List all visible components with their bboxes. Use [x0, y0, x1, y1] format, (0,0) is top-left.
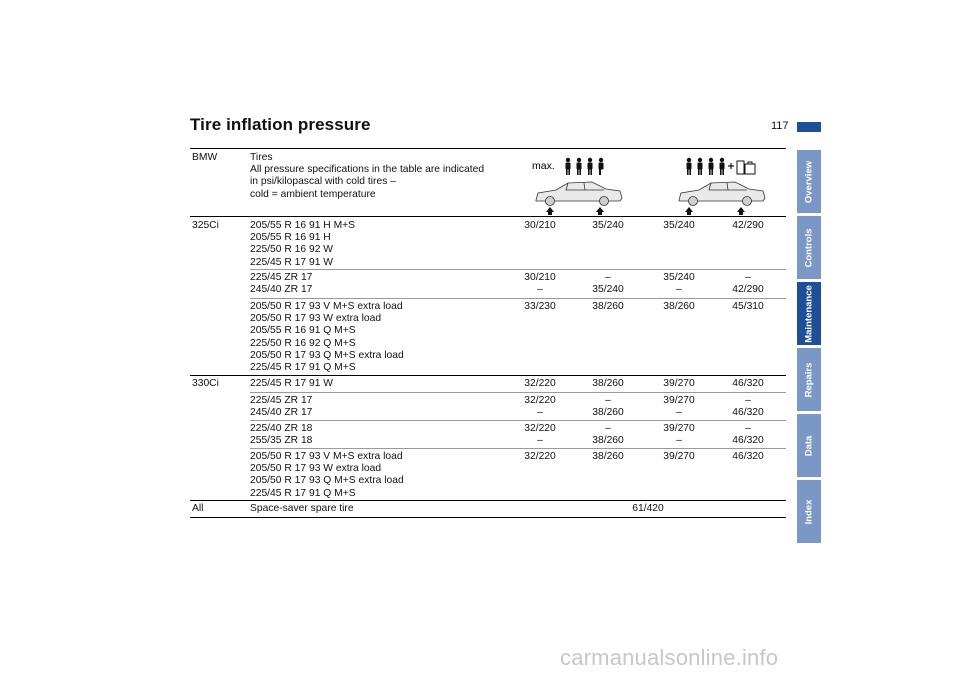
pressure-value: – [537, 284, 543, 296]
sidebar-tab-maintenance[interactable] [797, 282, 821, 345]
tire-size: 245/40 ZR 17 [250, 407, 313, 419]
pressure-value: 35/240 [663, 272, 695, 283]
car-icon [679, 182, 765, 206]
pressure-value: 38/260 [592, 451, 624, 462]
pressure-value: – [537, 407, 543, 419]
pressure-value: – [745, 272, 751, 283]
tire-list [250, 423, 312, 447]
tire-size: 255/35 ZR 18 [250, 435, 313, 447]
pressure-value-pair [713, 272, 783, 296]
table-bottom-rule [190, 517, 786, 518]
sidebar-tab-index[interactable] [797, 480, 821, 543]
pressure-arrow-icon [546, 207, 604, 215]
spare-label: All [192, 503, 204, 514]
pressure-value: 35/240 [592, 220, 624, 231]
pressure-value: 32/220 [524, 451, 556, 462]
sidebar-tab-data[interactable] [797, 414, 821, 477]
tire-size: 205/55 R 16 91 Q M+S [250, 325, 356, 337]
tire-size: 205/50 R 17 93 W extra load [250, 313, 382, 325]
pressure-value: – [676, 407, 682, 419]
sidebar-tab-label: Overview [803, 160, 815, 203]
tire-list [250, 451, 404, 500]
row-divider [250, 420, 786, 421]
pressure-arrow-icon [685, 207, 745, 215]
plus-icon [728, 163, 734, 169]
tire-size: 225/45 ZR 17 [250, 272, 313, 283]
pressure-value: 45/310 [732, 301, 764, 312]
pressure-value: – [605, 272, 611, 283]
tire-list [250, 301, 404, 374]
sidebar-tab-overview[interactable] [797, 150, 821, 213]
pressure-value-pair [505, 423, 575, 447]
pressure-value-pair [505, 395, 575, 419]
tire-size: 225/50 R 16 92 W [250, 244, 333, 256]
spare-pressure-value: 61/420 [632, 503, 664, 514]
pressure-value-pair [573, 272, 643, 296]
pressure-value: 38/260 [663, 301, 695, 312]
description-line: cold = ambient temperature [250, 188, 376, 200]
tire-size: 225/45 R 17 91 Q M+S [250, 487, 356, 499]
tire-list [250, 395, 312, 419]
pressure-value: – [745, 395, 751, 406]
tire-list [250, 378, 333, 390]
pressure-value-pair [644, 272, 714, 296]
pressure-value: – [676, 284, 682, 296]
pressure-value-pair [713, 395, 783, 419]
pressure-value: 33/230 [524, 301, 556, 312]
table-top-rule [190, 148, 786, 149]
tire-size: 225/50 R 16 92 Q M+S [250, 337, 356, 349]
tire-size: 205/55 R 16 91 H M+S [250, 220, 356, 231]
tire-size: 225/45 ZR 17 [250, 395, 313, 406]
tire-size: 205/50 R 17 93 Q M+S extra load [250, 475, 404, 487]
model-label: 330Ci [192, 378, 219, 389]
pressure-value: 32/220 [524, 378, 556, 389]
model-divider [190, 375, 786, 376]
pressure-value: 30/210 [524, 272, 556, 283]
pressure-value-pair [713, 423, 783, 447]
model-divider [190, 500, 786, 501]
pressure-value: 39/270 [663, 423, 695, 434]
tire-size: 205/55 R 16 91 H [250, 232, 331, 244]
tire-size: 245/40 ZR 17 [250, 284, 313, 296]
pressure-value: 42/290 [732, 284, 764, 296]
pressure-value: 35/240 [663, 220, 695, 231]
load-illustration-luggage [675, 152, 775, 216]
load-illustration-max [530, 152, 630, 216]
pressure-value: 46/320 [732, 435, 764, 447]
tire-list [250, 220, 355, 269]
pressure-value: 35/240 [592, 284, 624, 296]
row-divider [250, 298, 786, 299]
pressure-value-pair [573, 395, 643, 419]
pressure-value-pair [573, 423, 643, 447]
sidebar-tab-label: Data [803, 435, 815, 456]
header-description [250, 152, 484, 201]
pressure-value: 32/220 [524, 423, 556, 434]
tire-size: 205/50 R 17 93 Q M+S extra load [250, 349, 404, 361]
pressure-value: 32/220 [524, 395, 556, 406]
pressure-value: 46/320 [732, 378, 764, 389]
pressure-value: 46/320 [732, 451, 764, 462]
header-col-label: BMW [192, 152, 218, 163]
sidebar-tab-label: Controls [803, 227, 815, 268]
header-bottom-rule [190, 216, 786, 217]
tires-title: Tires [250, 152, 273, 163]
pressure-value-pair [505, 272, 575, 296]
sidebar-tab-repairs[interactable] [797, 348, 821, 411]
description-line: in psi/kilopascal with cold tires – [250, 176, 396, 188]
watermark: carmanualsonline.info [560, 645, 779, 670]
page-title: Tire inflation pressure [190, 115, 371, 134]
pressure-value: 39/270 [663, 378, 695, 389]
car-icon [536, 182, 622, 206]
page-number: 117 [771, 120, 789, 132]
tire-size: 225/45 R 17 91 W [250, 256, 333, 268]
page-number-bar [797, 122, 821, 132]
tire-size: 225/40 ZR 18 [250, 423, 313, 434]
row-divider [250, 392, 786, 393]
sidebar-tab-controls[interactable] [797, 216, 821, 279]
pressure-value: 38/260 [592, 378, 624, 389]
row-divider [250, 448, 786, 449]
pressure-value: 39/270 [663, 395, 695, 406]
spare-description: Space-saver spare tire [250, 503, 354, 514]
tire-size: 205/50 R 17 93 V M+S extra load [250, 301, 403, 312]
pressure-value: 30/210 [524, 220, 556, 231]
luggage-icon [737, 161, 755, 174]
occupant-icons [566, 158, 604, 175]
tire-size: 205/50 R 17 93 V M+S extra load [250, 451, 403, 462]
pressure-value-pair [644, 395, 714, 419]
row-divider [250, 269, 786, 270]
pressure-value: 39/270 [663, 451, 695, 462]
pressure-value: – [605, 395, 611, 406]
pressure-value: – [605, 423, 611, 434]
pressure-value: 38/260 [592, 301, 624, 312]
tire-size: 205/50 R 17 93 W extra load [250, 463, 382, 475]
max-label: max. [532, 160, 555, 172]
sidebar-tab-label: Repairs [803, 362, 815, 397]
sidebar-tab-label: Index [803, 499, 815, 524]
sidebar-tab-label: Maintenance [803, 284, 815, 343]
pressure-value: – [537, 435, 543, 447]
pressure-value: 42/290 [732, 220, 764, 231]
tire-size: 225/45 R 17 91 Q M+S [250, 362, 356, 374]
description-line: All pressure specifications in the table are indicated [250, 164, 485, 176]
pressure-value-pair [644, 423, 714, 447]
tire-list [250, 272, 312, 296]
model-label: 325Ci [192, 220, 219, 231]
pressure-value: – [676, 435, 682, 447]
pressure-value: – [745, 423, 751, 434]
tire-size: 225/45 R 17 91 W [250, 378, 333, 389]
pressure-value: 46/320 [732, 407, 764, 419]
pressure-value: 38/260 [592, 407, 624, 419]
occupant-icons [687, 158, 725, 175]
pressure-value: 38/260 [592, 435, 624, 447]
